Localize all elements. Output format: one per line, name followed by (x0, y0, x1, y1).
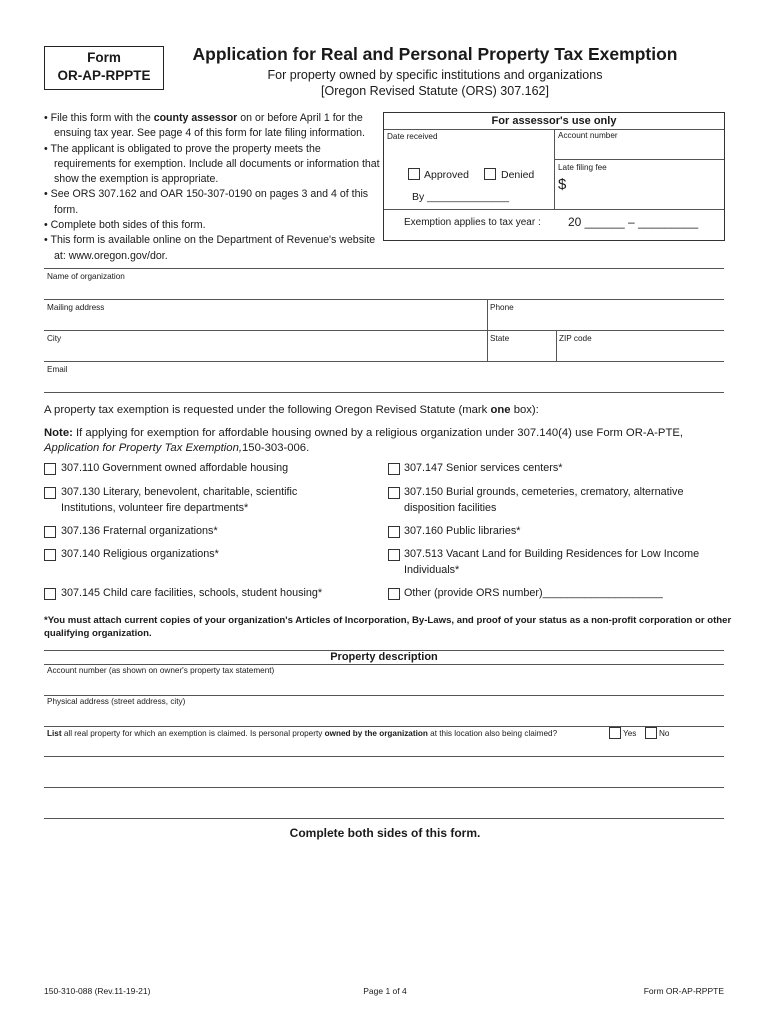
state-label: State (490, 334, 510, 343)
instruction-2: • The applicant is obligated to prove the property meets the requirements for exemption. Include all documents or information that show the exemption is appropriate. (44, 142, 380, 186)
instruction-3: • See ORS 307.162 and OAR 150-307-0190 on pages 3 and 4 of this form. (44, 188, 369, 216)
checkbox-307-147[interactable] (388, 463, 400, 475)
page-number: Page 1 of 4 (363, 986, 407, 996)
statute-reference: [Oregon Revised Statute (ORS) 307.162] (321, 84, 549, 98)
exemption-request-text: A property tax exemption is requested under the following Oregon Revised Statute (mark one box): (44, 404, 539, 416)
option-307-145: 307.145 Child care facilities, schools, student housing* (61, 587, 323, 599)
option-307-130: 307.130 Literary, benevolent, charitable, scientific Institutions, volunteer fire departments* (61, 486, 298, 514)
instruction-5: • This form is available online on the Department of Revenue's website at: www.oregon.gov/dor. (44, 234, 376, 262)
property-description-heading: Property description (330, 651, 438, 663)
option-other: Other (provide ORS number)____________________ (404, 587, 663, 599)
checkbox-other[interactable] (388, 588, 400, 600)
option-307-513: 307.513 Vacant Land for Building Residences for Low Income Individuals* (404, 548, 700, 576)
date-received-label: Date received (387, 132, 438, 141)
checkbox-307-160[interactable] (388, 526, 400, 538)
option-307-150: 307.150 Burial grounds, cemeteries, crematory, alternative disposition facilities (404, 486, 684, 514)
checkbox-307-136[interactable] (44, 526, 56, 538)
yes-label: Yes (623, 729, 637, 738)
account-number-input[interactable] (44, 678, 724, 694)
form-id-box (44, 46, 164, 90)
assessor-use-box (383, 112, 725, 241)
no-checkbox[interactable] (645, 727, 657, 739)
form-revision: 150-310-088 (Rev.11-19-21) (44, 986, 151, 996)
option-307-140: 307.140 Religious organizations* (61, 548, 219, 560)
email-label: Email (47, 365, 68, 374)
footer-form-id: Form OR-AP-RPPTE (643, 986, 724, 996)
instructions-list (44, 111, 384, 264)
org-name-input[interactable] (44, 284, 724, 298)
late-fee-label: Late filing fee (558, 163, 607, 172)
checkbox-307-140[interactable] (44, 549, 56, 561)
attachment-note: *You must attach current copies of your organization's Articles of Incorporation, By-Laws, and proof of your status as a non-profit corporation or other qualifying organization. (44, 615, 732, 639)
complete-both-sides: Complete both sides of this form. (289, 826, 481, 840)
checkbox-307-145[interactable] (44, 588, 56, 600)
denied-label: Denied (501, 169, 535, 181)
option-307-160: 307.160 Public libraries* (404, 525, 521, 537)
city-label: City (47, 334, 62, 343)
form-number: OR-AP-RPPTE (57, 68, 151, 83)
subtitle: For property owned by specific institutions and organizations (267, 68, 603, 82)
page-title: Application for Real and Personal Property Tax Exemption (192, 44, 678, 64)
assessor-heading: For assessor's use only (491, 115, 617, 127)
property-list-line-3[interactable] (44, 818, 724, 819)
instruction-4: • Complete both sides of this form. (44, 219, 206, 232)
mailing-address-label: Mailing address (47, 303, 105, 312)
approved-checkbox[interactable] (408, 168, 420, 180)
checkbox-307-513[interactable] (388, 549, 400, 561)
yes-checkbox[interactable] (609, 727, 621, 739)
option-307-147: 307.147 Senior services centers* (404, 462, 563, 474)
property-list-line-2[interactable] (44, 787, 724, 788)
checkbox-307-150[interactable] (388, 487, 400, 499)
checkbox-307-110[interactable] (44, 463, 56, 475)
account-number-field-label: Account number (as shown on owner's property tax statement) (47, 666, 275, 675)
tax-year-field[interactable]: 20 ______ – _________ (568, 215, 699, 229)
physical-address-input[interactable] (44, 709, 724, 725)
account-number-label: Account number (558, 131, 618, 140)
dollar-sign: $ (558, 176, 567, 193)
org-name-label: Name of organization (47, 272, 125, 281)
option-307-136: 307.136 Fraternal organizations* (61, 525, 218, 537)
phone-label: Phone (490, 303, 514, 312)
physical-address-label: Physical address (street address, city) (47, 697, 186, 706)
affordable-housing-note: Note: If applying for exemption for affordable housing owned by a religious organization under 307.140(4) use Form OR-A-PTE, Application for Property Tax Exemption,150-303-006. (44, 427, 684, 454)
checkbox-307-130[interactable] (44, 487, 56, 499)
denied-checkbox[interactable] (484, 168, 496, 180)
form-label: Form (87, 50, 121, 65)
tax-year-label: Exemption applies to tax year : (404, 217, 541, 228)
no-label: No (659, 729, 670, 738)
by-line: By ______________ (412, 191, 509, 203)
zip-label: ZIP code (559, 334, 592, 343)
approved-label: Approved (424, 169, 469, 181)
property-list-line-1[interactable] (44, 756, 724, 757)
list-property-label: List all real property for which an exemption is claimed. Is personal property owned by the organization at this location also being claimed? (47, 729, 558, 738)
option-307-110: 307.110 Government owned affordable housing (61, 462, 289, 474)
instruction-1: • File this form with the county assessor on or before April 1 for the ensuing tax year. See page 4 of this form for late filing information. (44, 112, 365, 140)
